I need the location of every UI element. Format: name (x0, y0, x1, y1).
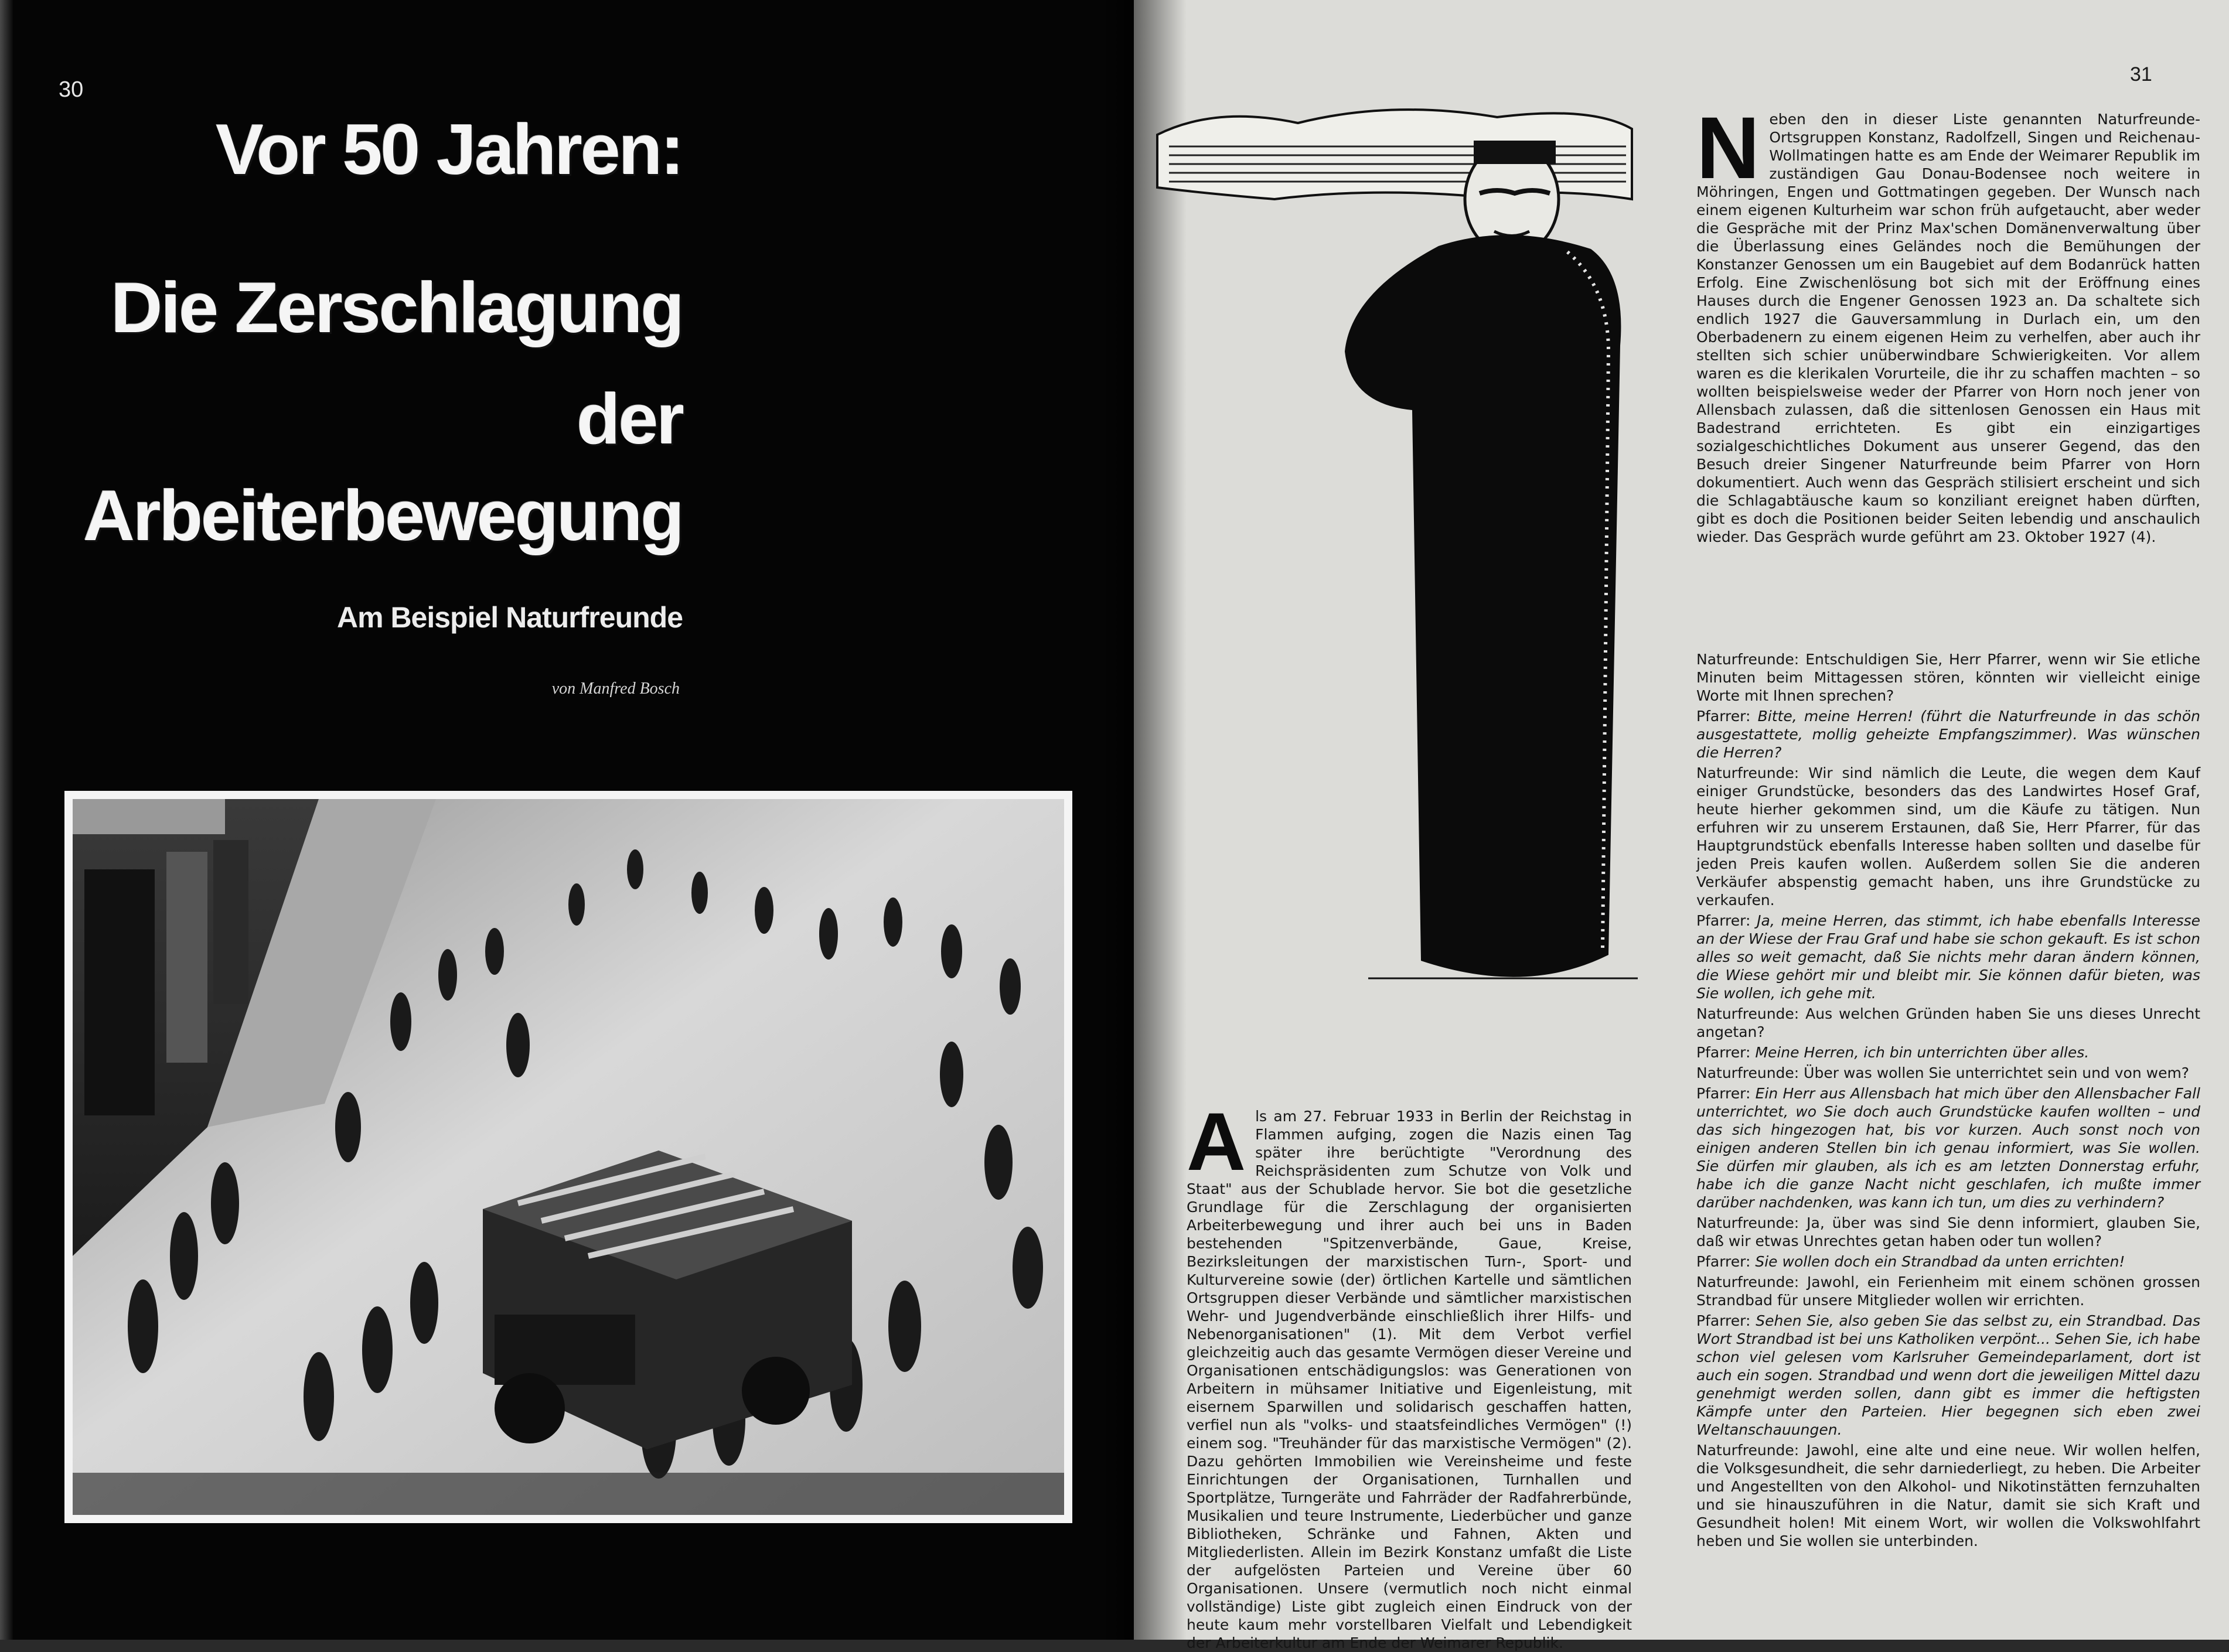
dialog-speaker: Naturfreunde: (1696, 1274, 1799, 1291)
dialog-entry (1696, 1273, 2200, 1309)
dialog-text: Meine Herren, ich bin unterrichten über alles. (1750, 1044, 2090, 1061)
dialog-text: Sehen Sie, also geben Sie das selbst zu, ein Strandbad. Das Wort Strandbad ist bei uns Katholiken verpönt... Sehen Sie, ich habe schon viel gelesen vom Karlsruher Gemeindeparlament, dort ist auch ein sogen. Strandbad und wenn dort die jeweiligen Mittel dazu genehmigt werden sollen, dann gibt es immer die heftigsten Kämpfe unter den Parteien. Hier begegnen sich eben zwei Weltanschauungen. (1696, 1312, 2200, 1438)
dialog-text: Ein Herr aus Allensbach hat mich über den Allensbacher Fall unterrichtet, wo Sie doch auch Grundstücke kaufen wollten – und das sich hingezogen hat, bis vor kurzen. Auch sonst noch von einigen anderen Stellen bin ich genau informiert, was Sie wollen. Sie dürfen mir glauben, als ich es am letzten Donnerstag erfuhr, habe ich die ganze Nacht nicht geschlafen, ich mußte immer darüber nachdenken, was kann ich tun, um dies zu verhindern? (1696, 1085, 2200, 1211)
title-line-4: Arbeiterbewegung (83, 476, 683, 555)
dialog-text: Bitte, meine Herren! (führt die Naturfreunde in das schön ausgestattete, mollig geheizte Empfangszimmer). Was wünschen die Herren? (1696, 708, 2200, 761)
dialog-text: Jawohl, eine alte und eine neue. Wir wollen helfen, die Volksgesundheit, die sehr darniederliegt, zu heben. Die Arbeiter und Angestellten von den Alkohol- und Nikotinstätten fernzuhalten und sie hinauszuführen in die Natur, damit sie sich Kraft und Gesundheit holen! Mit einem Wort, wir wollen die Volkswohlfahrt heben und Sie wollen sie unterbinden. (1696, 1442, 2200, 1549)
bottom-article (1187, 1095, 1632, 1652)
title-line-2: Die Zerschlagung (111, 268, 683, 347)
dialog-speaker: Naturfreunde: (1696, 1214, 1799, 1231)
author-byline: von Manfred Bosch (551, 680, 680, 698)
dropcap-n: N (1696, 98, 1760, 197)
dialog-speaker: Pfarrer: (1696, 708, 1751, 725)
title-line-1: Vor 50 Jahren: (216, 110, 683, 189)
dialog-speaker: Pfarrer: (1696, 1044, 1751, 1061)
bottom-article-paragraph: ls am 27. Februar 1933 in Berlin der Reichstag in Flammen aufging, zogen die Nazis einen Tag später ihre berüchtigte "Verordnung des Reichspräsidenten zum Schutze von Volk und Staat" aus der Schublade hervor. Sie bot die gesetzliche Grundlage für die Zerschlagung der organisierten Arbeiterbewegung und ihrer auch bei uns in Baden bestehenden "Spitzenverbände, Gaue, Kreise, Bezirksleitungen der marxistischen Turn-, Sport- und Kulturvereine sowie (der) örtlichen Kartelle und sämtlichen Ortsgruppen dieser Verbände und sämtlicher marxistischen Wehr- und Jugendverbände einschließlich ihrer Hilfs- und Nebenorganisationen" (1). Mit dem Verbot verfiel gleichzeitig auch das gesamte Vermögen dieser Vereine und Organisationen entschädigungslos: was Generationen von Arbeitern in mühsamer Initiative und Eigenleistung, mit eisernem Sparwillen und solidarisch geschaffen hatten, verfiel nun als "volks- und staatsfeindliches Vermögen" (!) einem sog. "Treuhänder für das marxistische Vermögen" (2). Dazu gehörten Immobilien wie Vereinsheime und feste Einrichtungen der Organisationen, Turnhallen und Sportplätze, Turngeräte und Fahrräder der Radfahrerbünde, Musikalien und teure Instrumente, Liederbücher und ganze Bibliotheken, Schränke und Fahnen, Akten und Mitgliederlisten. Allein im Bezirk Konstanz umfaßt die Liste der aufgelösten Parteien und Vereine über 60 Organisationen. Unsere (vermutlich noch nicht einmal vollständige) Liste gibt zugleich einen Eindruck von der heute kaum mehr vorstellbaren Vielfalt und Lebendigkeit der Arbeiterkultur am Ende der Weimarer Republik. (1187, 1108, 1632, 1651)
dialog-speaker: Pfarrer: (1696, 1253, 1751, 1270)
dialog-speaker: Naturfreunde: (1696, 764, 1799, 781)
dialog-speaker: Naturfreunde: (1696, 651, 1799, 668)
page-number-right: 31 (2130, 63, 2152, 86)
street-scene-photo (64, 791, 1072, 1523)
dialog-speaker: Pfarrer: (1696, 1085, 1751, 1102)
dialog-entry (1696, 1043, 2200, 1061)
dialog-speaker: Pfarrer: (1696, 1312, 1751, 1329)
dialog-text: Über was wollen Sie unterrichtet sein und von wem? (1799, 1064, 2190, 1081)
page-edge (0, 0, 13, 1640)
subtitle: Am Beispiel Naturfreunde (336, 601, 683, 634)
dialog-entry (1696, 1214, 2200, 1250)
dialog-entry (1696, 912, 2200, 1002)
intro-text (1696, 98, 2200, 546)
dialog-entry (1696, 1441, 2200, 1550)
dialog-speaker: Pfarrer: (1696, 912, 1751, 929)
dialog-text: Jawohl, ein Ferienheim mit einem schönen grossen Strandbad für unsere Mitglieder wollen wir errichten. (1696, 1274, 2200, 1309)
page-number-left: 30 (59, 77, 84, 102)
dialog-speaker: Naturfreunde: (1696, 1005, 1799, 1022)
dialog-speaker: Naturfreunde: (1696, 1442, 1799, 1459)
dialog-text: Aus welchen Gründen haben Sie uns dieses Unrecht angetan? (1696, 1005, 2200, 1040)
right-page (1134, 0, 2229, 1651)
dialog-text: Ja, meine Herren, das stimmt, ich habe ebenfalls Interesse an der Wiese der Frau Graf und habe sie schon gekauft. Es ist schon alles so weit gemacht, daß Sie nichts mehr daran ändern können, die Wiese gehört mir und bleibt mir. Sie können dafür bieten, was Sie wollen, ich gehe mit. (1696, 912, 2200, 1002)
dialog-entry (1696, 707, 2200, 762)
dialog-entry (1696, 1312, 2200, 1439)
intro-paragraph: eben den in dieser Liste genannten Naturfreunde-Ortsgruppen Konstanz, Radolfzell, Singen und Reichenau-Wollmatingen hatte es am Ende der Weimarer Republik im zuständigen Gau Donau-Bodensee noch weitere in Möhringen, Engen und Gottmatingen gegeben. Der Wunsch nach einem eigenen Kulturheim war schon früh aufgetaucht, aber weder die Gespräche mit der Prinz Max'schen Domänenverwaltung über die Überlassung eines Geländes noch die Bemühungen der Konstanzer Genossen um ein Baugebiet auf dem Bodanrück hatten Erfolg. Eine Zwischenlösung bot sich mit der Eröffnung eines Hauses durch die Engener Genossen 1923 an. Da schaltete sich endlich 1927 die Gauversammlung in Durlach ein, um den Oberbadenern zu einem eigenen Heim zu verhelfen, aber auch ihr stellten sich schier unüberwindbare Schwierigkeiten. Vor allem waren es die klerikalen Vorurteile, die ihr zu schaffen machten – so wollten beispielsweise weder der Pfarrer von Horn noch jener von Allensbach zulassen, daß die sittenlosen Genossen ein Haus mit Badestrand errichteten. Es gibt ein einzigartiges sozialgeschichtliches Dokument aus unserer Gegend, das den Besuch dreier Singener Naturfreunde beim Pfarrer von Horn dokumentiert. Auch wenn das Gespräch stilisiert erscheint und sich die Schlagabtäusche kaum so konziliant ereignet haben dürften, gibt es doch die Positionen beider Seiten lebendig und anschaulich wieder. Das Gespräch wurde geführt am 23. Oktober 1927 (4). (1696, 111, 2200, 545)
dialog-entry (1696, 1005, 2200, 1041)
dialog-entry (1696, 1064, 2200, 1082)
dialog-entry (1696, 650, 2200, 705)
dialog-text: Entschuldigen Sie, Herr Pfarrer, wenn wir Sie etliche Minuten beim Mittagessen stören, könnten wir vielleicht einige Worte mit Ihnen sprechen? (1696, 651, 2200, 704)
dialog-text: Ja, über was sind Sie denn informiert, glauben Sie, daß wir etwas Unrechtes getan haben oder tun wollen? (1696, 1214, 2200, 1250)
dialog-text (1696, 650, 2200, 1552)
dialog-text: Wir sind nämlich die Leute, die wegen dem Kauf einiger Grundstücke, besonders das des Landwirtes Hosef Graf, heute hierher gekommen sind, um die Käufe zu tätigen. Nun erfuhren wir zu unserem Erstaunen, daß Sie, Herr Pfarrer, für das Hauptgrundstück ebenfalls Interesse haben sollten und daselbe für jeden Preis kaufen wollen. Außerdem sollen Sie die anderen Verkäufer abspenstig gemacht haben, uns ihre Grundstücke zu verkaufen. (1696, 764, 2200, 909)
dialog-entry (1696, 1252, 2200, 1271)
dialog-speaker: Naturfreunde: (1696, 1064, 1799, 1081)
dropcap-a: A (1187, 1095, 1246, 1187)
photo-image (73, 799, 1064, 1515)
caricature-priest-illustration (1146, 100, 1638, 1025)
dialog-entry (1696, 764, 2200, 909)
title-line-3: der (577, 379, 683, 459)
dialog-text: Sie wollen doch ein Strandbad da unten errichten! (1750, 1253, 2125, 1270)
dialog-entry (1696, 1084, 2200, 1211)
